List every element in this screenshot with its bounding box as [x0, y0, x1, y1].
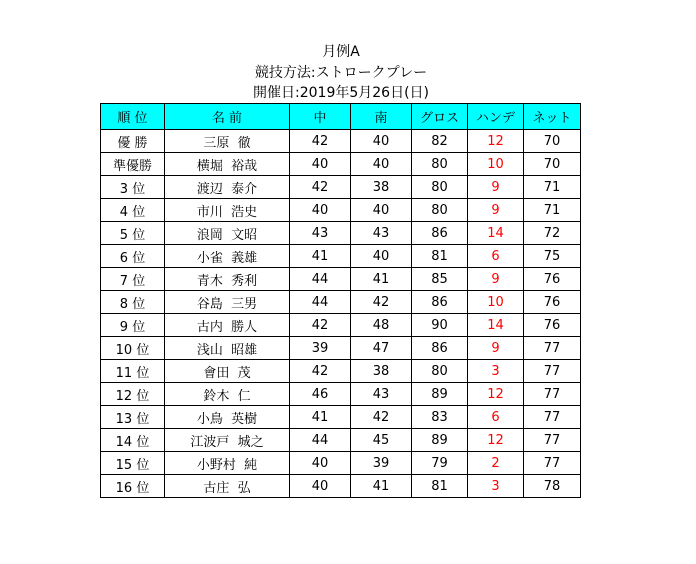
handicap-cell: 2 [468, 452, 524, 475]
handicap-cell: 3 [468, 360, 524, 383]
net-score-cell: 77 [524, 383, 581, 406]
minami-score-cell: 38 [351, 176, 412, 199]
rank-cell: 6 位 [101, 245, 165, 268]
rank-cell: 12 位 [101, 383, 165, 406]
minami-score-cell: 38 [351, 360, 412, 383]
name-cell: 江波戸 城之 [165, 429, 290, 452]
gross-score-cell: 85 [412, 268, 468, 291]
naka-score-cell: 42 [290, 176, 351, 199]
handicap-cell: 10 [468, 291, 524, 314]
gross-score-cell: 80 [412, 153, 468, 176]
table-row [101, 429, 581, 452]
column-header-minami: 南 [351, 104, 412, 130]
naka-score-cell: 41 [290, 406, 351, 429]
naka-score-cell: 44 [290, 291, 351, 314]
net-score-cell: 70 [524, 153, 581, 176]
minami-score-cell: 39 [351, 452, 412, 475]
column-header-rank: 順 位 [101, 104, 165, 130]
naka-score-cell: 44 [290, 429, 351, 452]
minami-score-cell: 48 [351, 314, 412, 337]
gross-score-cell: 90 [412, 314, 468, 337]
column-header-name: 名 前 [165, 104, 290, 130]
naka-score-cell: 41 [290, 245, 351, 268]
name-cell: 三原 徹 [165, 130, 290, 153]
net-score-cell: 76 [524, 291, 581, 314]
minami-score-cell: 41 [351, 268, 412, 291]
rank-cell: 10 位 [101, 337, 165, 360]
naka-score-cell: 44 [290, 268, 351, 291]
name-cell: 谷島 三男 [165, 291, 290, 314]
minami-score-cell: 45 [351, 429, 412, 452]
gross-score-cell: 82 [412, 130, 468, 153]
net-score-cell: 70 [524, 130, 581, 153]
table-row [101, 130, 581, 153]
net-score-cell: 71 [524, 199, 581, 222]
competition-method: 競技方法:ストロークプレー [254, 65, 428, 81]
results-table [100, 103, 581, 498]
net-score-cell: 77 [524, 406, 581, 429]
minami-score-cell: 40 [351, 199, 412, 222]
name-cell: 青木 秀利 [165, 268, 290, 291]
minami-score-cell: 40 [351, 130, 412, 153]
name-cell: 市川 浩史 [165, 199, 290, 222]
minami-score-cell: 42 [351, 291, 412, 314]
table-row [101, 337, 581, 360]
handicap-cell: 6 [468, 406, 524, 429]
table-row [101, 245, 581, 268]
gross-score-cell: 89 [412, 429, 468, 452]
naka-score-cell: 40 [290, 199, 351, 222]
column-header-handicap: ハンデ [468, 104, 524, 130]
name-cell: 鈴木 仁 [165, 383, 290, 406]
minami-score-cell: 42 [351, 406, 412, 429]
gross-score-cell: 86 [412, 291, 468, 314]
gross-score-cell: 86 [412, 222, 468, 245]
net-score-cell: 76 [524, 314, 581, 337]
name-cell: 會田 茂 [165, 360, 290, 383]
table-row [101, 268, 581, 291]
gross-score-cell: 80 [412, 199, 468, 222]
naka-score-cell: 42 [290, 314, 351, 337]
handicap-cell: 12 [468, 130, 524, 153]
rank-cell: 5 位 [101, 222, 165, 245]
table-row [101, 176, 581, 199]
name-cell: 浅山 昭雄 [165, 337, 290, 360]
results-body [101, 130, 581, 498]
net-score-cell: 78 [524, 475, 581, 498]
header-row [101, 104, 581, 130]
handicap-cell: 9 [468, 337, 524, 360]
handicap-cell: 12 [468, 383, 524, 406]
name-cell: 横堀 裕哉 [165, 153, 290, 176]
table-row [101, 314, 581, 337]
naka-score-cell: 42 [290, 130, 351, 153]
handicap-cell: 3 [468, 475, 524, 498]
rank-cell: 3 位 [101, 176, 165, 199]
table-row [101, 383, 581, 406]
gross-score-cell: 89 [412, 383, 468, 406]
net-score-cell: 75 [524, 245, 581, 268]
table-row [101, 153, 581, 176]
gross-score-cell: 83 [412, 406, 468, 429]
minami-score-cell: 40 [351, 245, 412, 268]
table-row [101, 360, 581, 383]
handicap-cell: 6 [468, 245, 524, 268]
table-row [101, 452, 581, 475]
naka-score-cell: 42 [290, 360, 351, 383]
naka-score-cell: 46 [290, 383, 351, 406]
competition-title: 月例A [322, 44, 360, 60]
column-header-net: ネット [524, 104, 581, 130]
naka-score-cell: 40 [290, 153, 351, 176]
rank-cell: 13 位 [101, 406, 165, 429]
gross-score-cell: 80 [412, 360, 468, 383]
name-cell: 小雀 義雄 [165, 245, 290, 268]
rank-cell: 7 位 [101, 268, 165, 291]
rank-cell: 15 位 [101, 452, 165, 475]
net-score-cell: 71 [524, 176, 581, 199]
rank-cell: 8 位 [101, 291, 165, 314]
name-cell: 浪岡 文昭 [165, 222, 290, 245]
handicap-cell: 10 [468, 153, 524, 176]
gross-score-cell: 81 [412, 245, 468, 268]
gross-score-cell: 79 [412, 452, 468, 475]
rank-cell: 4 位 [101, 199, 165, 222]
handicap-cell: 9 [468, 268, 524, 291]
handicap-cell: 14 [468, 314, 524, 337]
minami-score-cell: 43 [351, 383, 412, 406]
handicap-cell: 14 [468, 222, 524, 245]
rank-cell: 準優勝 [101, 153, 165, 176]
column-header-gross: グロス [412, 104, 468, 130]
table-row [101, 291, 581, 314]
table-row [101, 222, 581, 245]
rank-cell: 9 位 [101, 314, 165, 337]
gross-score-cell: 86 [412, 337, 468, 360]
minami-score-cell: 43 [351, 222, 412, 245]
name-cell: 小鳥 英樹 [165, 406, 290, 429]
gross-score-cell: 81 [412, 475, 468, 498]
rank-cell: 16 位 [101, 475, 165, 498]
rank-cell: 11 位 [101, 360, 165, 383]
handicap-cell: 12 [468, 429, 524, 452]
event-date: 開催日:2019年5月26日(日) [253, 85, 429, 101]
minami-score-cell: 41 [351, 475, 412, 498]
minami-score-cell: 47 [351, 337, 412, 360]
name-cell: 古庄 弘 [165, 475, 290, 498]
rank-cell: 14 位 [101, 429, 165, 452]
table-row [101, 475, 581, 498]
name-cell: 古内 勝人 [165, 314, 290, 337]
net-score-cell: 72 [524, 222, 581, 245]
net-score-cell: 77 [524, 360, 581, 383]
net-score-cell: 76 [524, 268, 581, 291]
handicap-cell: 9 [468, 199, 524, 222]
naka-score-cell: 40 [290, 452, 351, 475]
gross-score-cell: 80 [412, 176, 468, 199]
name-cell: 渡辺 泰介 [165, 176, 290, 199]
naka-score-cell: 40 [290, 475, 351, 498]
table-row [101, 199, 581, 222]
naka-score-cell: 43 [290, 222, 351, 245]
handicap-cell: 9 [468, 176, 524, 199]
table-row [101, 406, 581, 429]
name-cell: 小野村 純 [165, 452, 290, 475]
net-score-cell: 77 [524, 337, 581, 360]
naka-score-cell: 39 [290, 337, 351, 360]
column-header-naka: 中 [290, 104, 351, 130]
net-score-cell: 77 [524, 429, 581, 452]
rank-cell: 優 勝 [101, 130, 165, 153]
net-score-cell: 77 [524, 452, 581, 475]
minami-score-cell: 40 [351, 153, 412, 176]
